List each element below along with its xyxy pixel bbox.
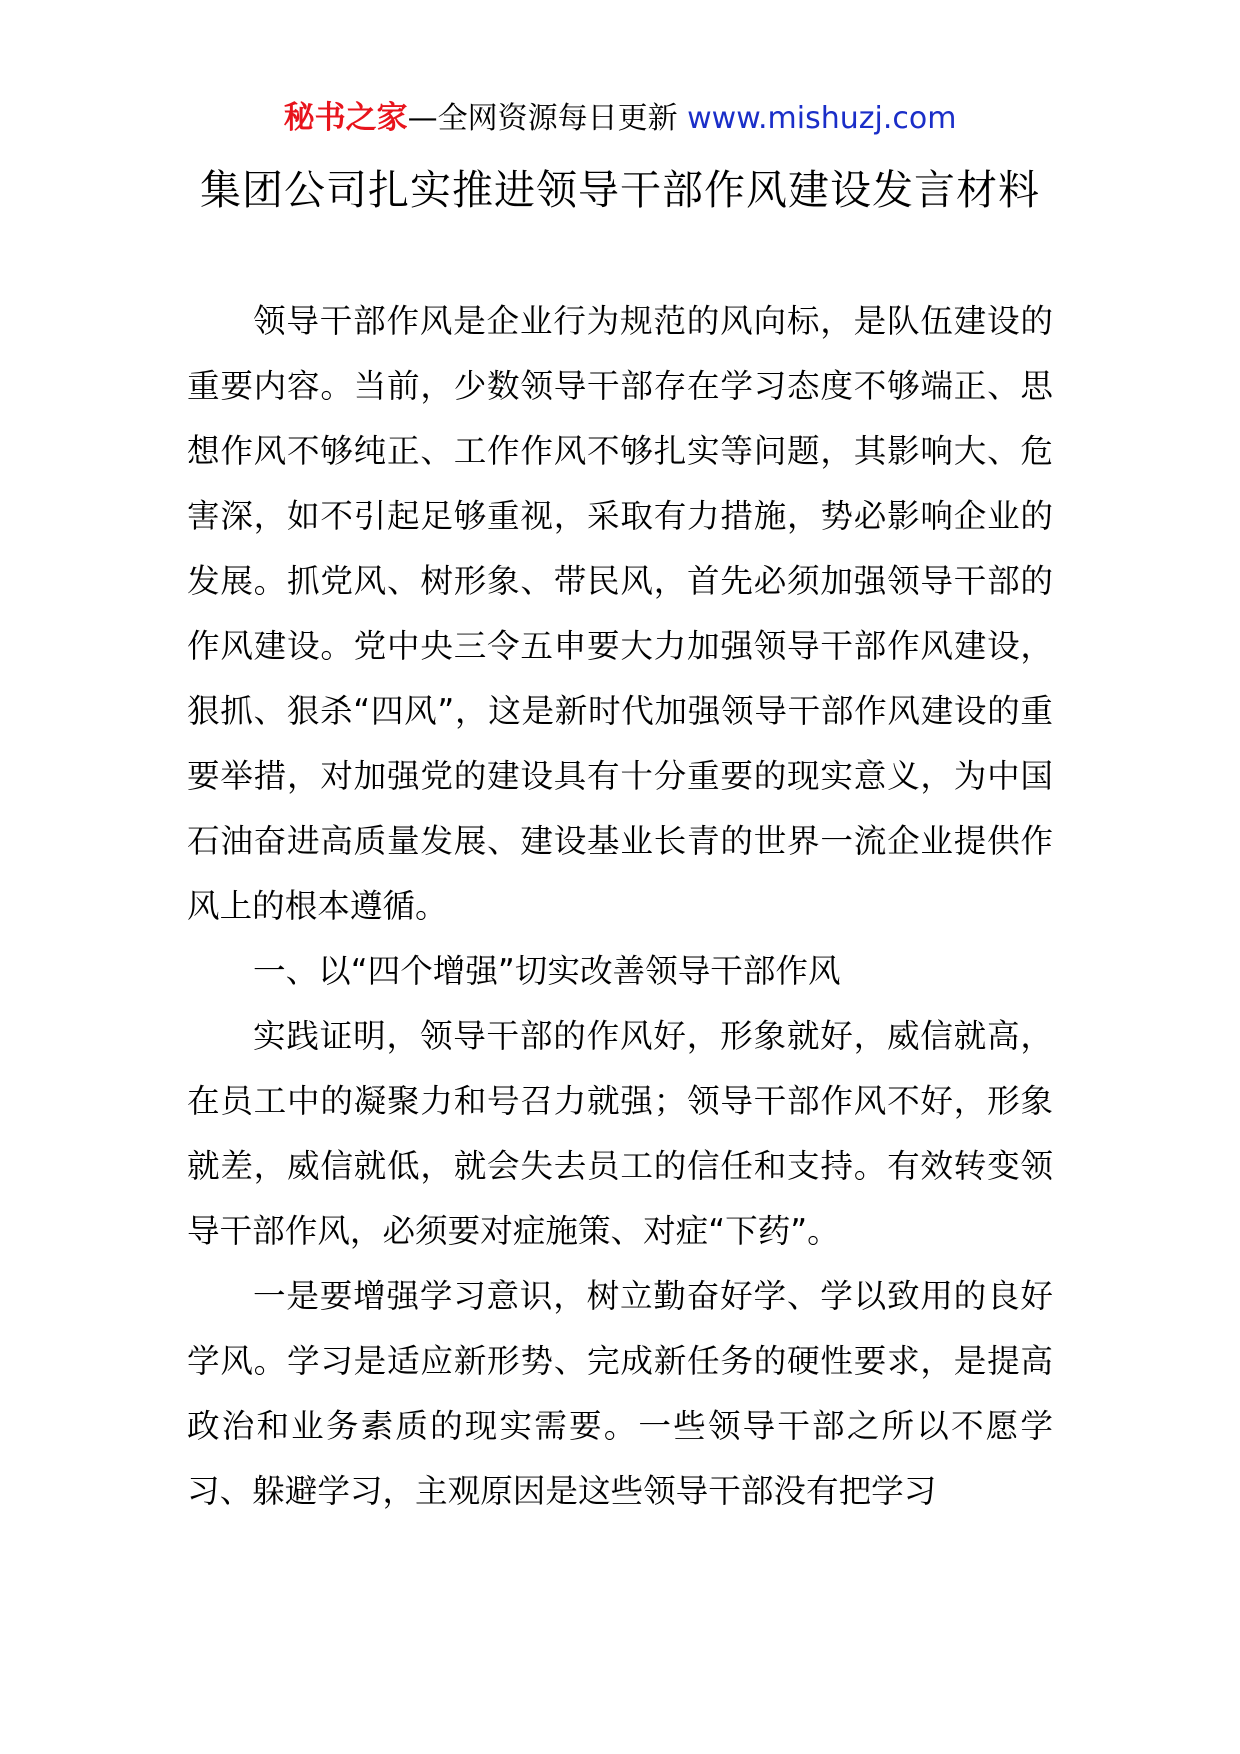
brand-name: 秘书之家: [283, 100, 408, 136]
intro-paragraph: 领导干部作风是企业行为规范的风向标，是队伍建设的重要内容。当前，少数领导干部存在学习态度不够端正、思想作风不够纯正、工作作风不够扎实等问题，其影响大、危害深，如不引起足够重视，采取有力措施，势必影响企业的发展。抓党风、树形象、带民风，首先必须加强领导干部的作风建设。党中央三令五申要大力加强领导干部作风建设，狠抓、狠杀“四风”，这是新时代加强领导干部作风建设的重要举措，对加强党的建设具有十分重要的现实意义，为中国石油奋进高质量发展、建设基业长青的世界一流企业提供作风上的根本遵循。: [187, 302, 1053, 925]
header-tagline: —全网资源每日更新: [407, 101, 678, 136]
section-1-paragraph-2: 一是要增强学习意识，树立勤奋好学、学以致用的良好学风。学习是适应新形势、完成新任务的硬性要求，是提高政治和业务素质的现实需要。一些领导干部之所以不愿学习、躲避学习，主观原因是这些领导干部没有把学习: [187, 1277, 1053, 1510]
document-title: 集团公司扎实推进领导干部作风建设发言材料: [200, 166, 1040, 214]
section-1-heading: 一、以“四个增强”切实改善领导干部作风: [253, 952, 841, 990]
site-header: [0, 98, 1240, 139]
document-body: [187, 289, 1053, 1524]
site-url-link[interactable]: www.mishuzj.com: [687, 101, 957, 136]
section-1-paragraph-1: 实践证明，领导干部的作风好，形象就好，威信就高，在员工中的凝聚力和号召力就强；领导干部作风不好，形象就差，威信就低，就会失去员工的信任和支持。有效转变领导干部作风，必须要对症施策、对症“下药”。: [187, 1017, 1053, 1250]
